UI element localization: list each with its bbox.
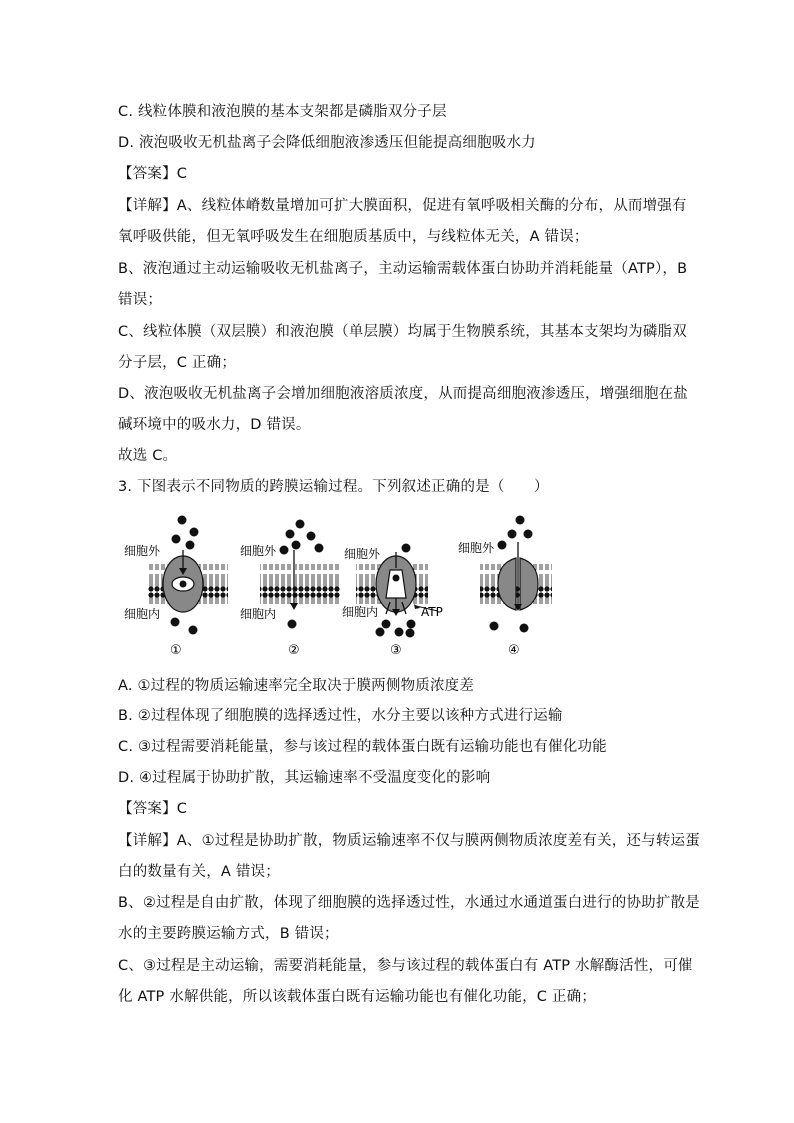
panel-3-active-transport	[342, 544, 443, 659]
membrane-transport-figure	[118, 512, 568, 662]
atp-label: ATP	[421, 605, 443, 619]
explanation-line: 化 ATP 水解供能，所以该载体蛋白既有运输功能也有催化功能，C 正确；	[118, 989, 597, 1005]
panel-4-channel-protein	[458, 516, 552, 659]
explanation-line: 氧呼吸供能，但无氧呼吸发生在细胞质基质中，与线粒体无关，A 错误；	[118, 229, 589, 245]
option-c-prev: C. 线粒体膜和液泡膜的基本支架都是磷脂双分子层	[118, 104, 447, 120]
explanation-line: D、液泡吸收无机盐离子会增加细胞液溶质浓度，从而提高细胞液渗透压，增强细胞在盐	[118, 386, 688, 402]
explanation-line: 分子层，C 正确；	[118, 355, 237, 371]
outside-label: 细胞外	[344, 547, 381, 561]
inside-label: 细胞内	[342, 605, 379, 619]
answer-label: 【答案】C	[118, 801, 188, 817]
outside-label: 细胞外	[458, 541, 495, 555]
question-3-stem: 3. 下图表示不同物质的跨膜运输过程。下列叙述正确的是（ ）	[118, 479, 549, 495]
explanation-line: C、③过程是主动运输，需要消耗能量，参与该过程的载体蛋白有 ATP 水解酶活性，可催	[118, 958, 693, 974]
explanation-line: B、液泡通过主动运输吸收无机盐离子，主动运输需载体蛋白协助并消耗能量（ATP），B	[118, 261, 688, 277]
explanation-line: 错误；	[118, 292, 163, 308]
explanation-line: 【详解】A、线粒体嵴数量增加可扩大膜面积，促进有氧呼吸相关酶的分布，从而增强有	[118, 198, 687, 214]
explanation-line: 碱环境中的吸水力，D 错误。	[118, 417, 311, 433]
option-b: B. ②过程体现了细胞膜的选择透过性，水分主要以该种方式进行运输	[118, 708, 563, 724]
answer-label-prev: 【答案】C	[118, 166, 188, 182]
choose-line: 故选 C。	[118, 448, 178, 464]
panel-1-facilitated-carrier	[124, 516, 228, 659]
inside-label: 细胞内	[124, 607, 161, 621]
option-a: A. ①过程的物质运输速率完全取决于膜两侧物质浓度差	[118, 678, 475, 694]
option-d: D. ④过程属于协助扩散，其运输速率不受温度变化的影响	[118, 770, 491, 786]
explanation-line: B、②过程是自由扩散，体现了细胞膜的选择透过性，水通过水通道蛋白进行的协助扩散是	[118, 895, 700, 911]
outside-label: 细胞外	[124, 544, 161, 558]
panel-number: ②	[288, 643, 300, 658]
explanation-line: C、线粒体膜（双层膜）和液泡膜（单层膜）均属于生物膜系统，其基本支架均为磷脂双	[118, 324, 687, 340]
option-d-prev: D. 液泡吸收无机盐离子会降低细胞液渗透压但能提高细胞吸水力	[118, 135, 536, 151]
inside-label: 细胞内	[240, 607, 277, 621]
explanation-line: 水的主要跨膜运输方式，B 错误；	[118, 926, 339, 942]
panel-number: ④	[508, 643, 520, 658]
panel-2-free-diffusion	[240, 520, 340, 659]
explanation-line: 【详解】A、①过程是协助扩散，物质运输速率不仅与膜两侧物质浓度差有关，还与转运蛋	[118, 833, 700, 849]
outside-label: 细胞外	[240, 544, 277, 558]
panel-number: ①	[170, 643, 182, 658]
explanation-line: 白的数量有关，A 错误；	[118, 864, 280, 880]
option-c: C. ③过程需要消耗能量，参与该过程的载体蛋白既有运输功能也有催化功能	[118, 739, 607, 755]
panel-number: ③	[390, 643, 402, 658]
